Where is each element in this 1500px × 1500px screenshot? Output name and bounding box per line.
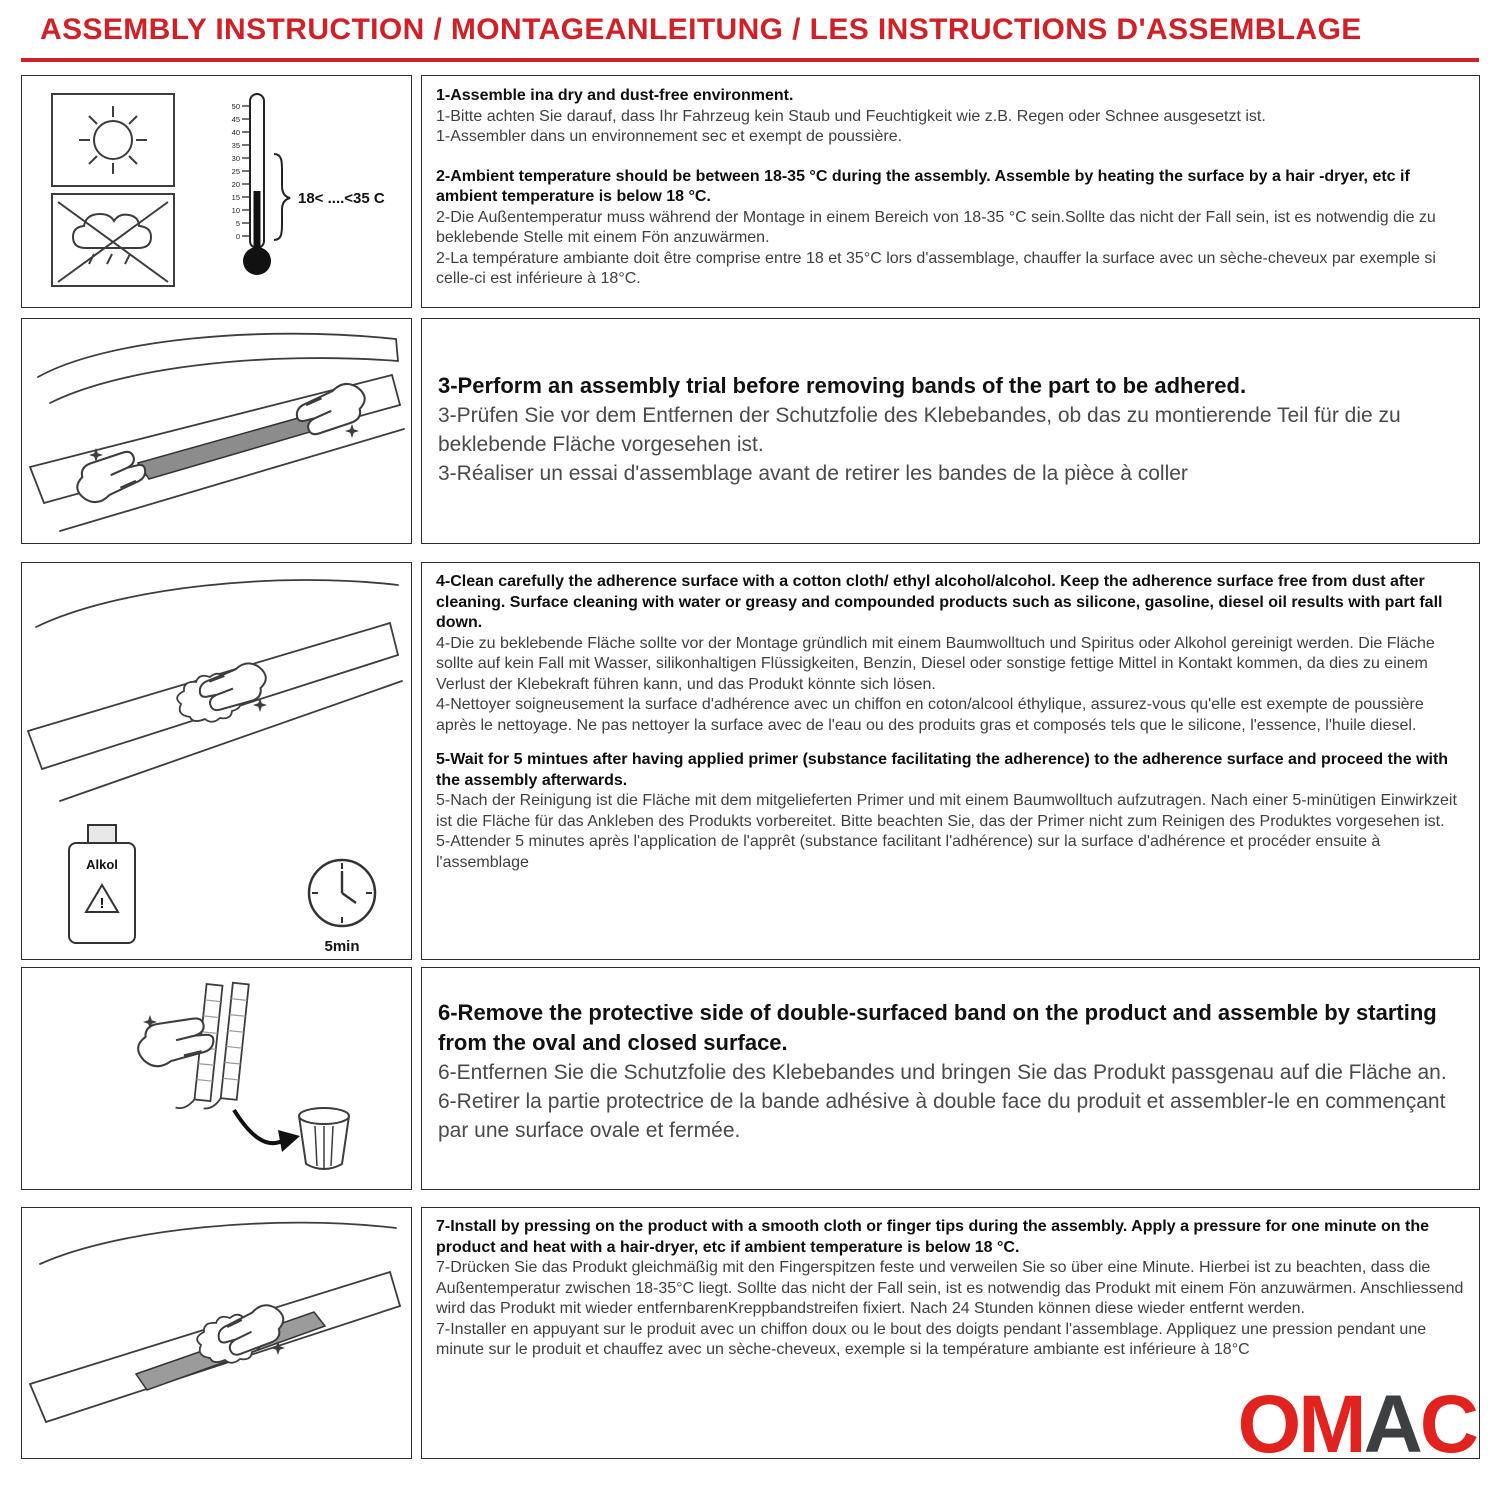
step2-text-en: 2-Ambient temperature should be between 18-35 °C during the assembly. Assemble by heating the surface by a hair -dryer, etc if ambient temperature is below 18 °C. [436,167,1410,205]
textbox-step-3 [421,318,1480,544]
step7-text-en: 7-Install by pressing on the product with a smooth cloth or finger tips during the assembly. Apply a pressure for one minute on the product and heat with a hair-dryer, etc if ambient temperature is below 18 °C. [436,1218,1429,1256]
svg-text:5: 5 [235,219,240,228]
textbox-step-6 [421,967,1480,1190]
textbox-step-4-5 [421,562,1480,960]
step6-text-de: 6-Entfernen Sie die Schutzfolie des Klebebandes und bringen Sie das Produkt passgenau auf die Fläche an. [438,1061,1447,1084]
step4-text-en: 4-Clean carefully the adherence surface with a cotton cloth/ ethyl alcohol/alcohol. Keep the adherence surface free from dust after cleaning. Surface cleaning with water or greasy and compounded products such as silicone, gasoline, diesel oil results with part fall down. [436,573,1443,631]
logo-c: C [1419,1379,1476,1470]
paragraph-gap [436,148,1465,167]
svg-text:30: 30 [231,154,240,163]
no-rain-icon [58,202,168,282]
svg-text:25: 25 [231,167,240,176]
svg-text:35: 35 [231,141,240,150]
textbox-step-1-2 [421,75,1480,308]
page-title: ASSEMBLY INSTRUCTION / MONTAGEANLEITUNG / LES INSTRUCTIONS D'ASSEMBLAGE [40,13,1362,46]
step-row-6 [0,967,1500,1190]
step-row-3 [0,318,1500,544]
step4-text-de: 4-Die zu beklebende Fläche sollte vor der Montage gründlich mit einem Baumwolltuch und Spiritus oder Alkohol gereinigt werden. Die Fläche sollte auf kein Fall mit Wasser, silikonhaltigen Flüssigkeiten, Benzin, Diesel oder sonstige fettige Mittel in Kontakt kommen, da dies zu einem Verlust der Klebekraft führen kann, und das Produkt könnte sich lösen. [436,634,1435,693]
sun-icon [79,106,147,174]
step2-text-de: 2-Die Außentemperatur muss während der Montage in einem Bereich von 18-35 °C sein.Sollte das nicht der Fall sein, ist es notwendig die zu beklebende Stelle mit einem Fön anzuwärmen. [436,208,1436,246]
alcohol-bottle-icon [69,825,135,943]
paragraph-gap [436,736,1465,750]
arrow-icon [234,1110,284,1143]
logo-om: OM [1237,1379,1364,1470]
step3-text-de: 3-Prüfen Sie vor dem Entfernen der Schutzfolie des Klebebandes, ob das zu montierende Teil für die zu beklebende Fläche vorgesehen ist. [438,404,1401,456]
step5-text-fr: 5-Attender 5 minutes après l'application de l'apprêt (substance facilitant l'adhérence) sur la surface d'adhérence et procéder ensuite à l'assemblage [436,833,1381,871]
thermometer-scale [232,102,240,241]
svg-text:50: 50 [231,102,240,111]
step5-text-en: 5-Wait for 5 mintues after having applied primer (substance facilitating the adherence) to the adherence surface and proceed the with the assembly afterwards. [436,751,1449,789]
step6-text-fr: 6-Retirer la partie protectrice de la bande adhésive à double face du produit et assembler-le en commençant par une surface ovale et fermée. [438,1090,1446,1142]
svg-text:10: 10 [231,206,240,215]
bottle-label: Alkol [86,857,118,872]
step5-text-de: 5-Nach der Reinigung ist die Fläche mit dem mitgelieferten Primer und mit einem Baumwolltuch aufzutragen. Nach einer 5-minütigen Einwirkzeit ist die Fläche für das Ankleben des Produkts vorbereitet. Bitte beachten Sie, das der Primer nicht zum Reinigen des Produktes vorgesehen ist. [436,792,1457,830]
title-underline [21,58,1479,62]
trash-bin-icon [299,1108,349,1169]
thermometer-icon [232,94,385,275]
step7-text-fr: 7-Installer en appuyant sur le produit avec un chiffon doux ou le bout des doigts pendant l'assemblage. Appliquez une pression pendant une minute sur le produit et chauffez avec un sèche-cheveux, exemple si la température ambiante est inférieure à 18°C [436,1320,1427,1358]
left-hand-icon [69,442,149,509]
step3-text-fr: 3-Réaliser un essai d'assemblage avant de retirer les bandes de la pièce à coller [438,462,1188,485]
trim-strip [138,413,327,479]
right-hand-icon [293,377,373,444]
svg-text:40: 40 [231,128,240,137]
svg-text:15: 15 [231,193,240,202]
figure-environment-temperature [21,75,412,308]
figure-assembly-trial [21,318,412,544]
assembly-trial-illustration [22,319,411,543]
sparkle-icon [345,424,359,438]
warning-mark: ! [99,895,105,912]
tape-removal-illustration [22,968,411,1189]
svg-text:20: 20 [231,180,240,189]
step1-text-en: 1-Assemble ina dry and dust-free environment. [436,87,794,104]
figure-pressing [21,1207,412,1459]
figure-band-removal [21,967,412,1190]
step-row-4-5 [0,562,1500,960]
range-brace [274,154,290,240]
svg-text:0: 0 [235,232,240,241]
step2-text-fr: 2-La température ambiante doit être comprise entre 18 et 35°C lors d'assemblage, chauffer la surface avec un sèche-cheveux par exemple si celle-ci est inférieure à 18°C. [436,249,1436,287]
step7-text-de: 7-Drücken Sie das Produkt gleichmäßig mit den Fingerspitzen feste und verweilen Sie so über eine Minute. Hierbei ist zu beachten, dass die Außentemperatur zwischen 18-35°C liegt. Sollte das nicht der Fall sein, ist es notwendig das Produkt mit einem Fön anzuwärmen. Anschliessend wird das Produkt mit wieder entfernbarenKreppbandstreifen fixiert. Nach 24 Stunden können diese wieder entfernt werden. [436,1259,1464,1317]
step1-text-fr: 1-Assembler dans un environnement sec et exempt de poussière. [436,128,903,145]
clock-icon [309,860,375,926]
step-row-1-2 [0,75,1500,308]
logo-a: A [1363,1379,1420,1470]
svg-text:45: 45 [231,115,240,124]
omac-logo [1237,1379,1476,1470]
figure-cleaning-primer [21,562,412,960]
pressing-illustration [22,1208,411,1458]
cleaning-illustration [22,563,411,959]
step4-text-fr: 4-Nettoyer soigneusement la surface d'adhérence avec un chiffon en coton/alcool éthylique, assurez-vous qu'elle est exempte de poussière après le nettoyage. Ne pas nettoyer la surface avec de l'eau ou des produits gras et composés tels que le silicone, l'essence, l'huile diesel. [436,696,1424,734]
step3-text-en: 3-Perform an assembly trial before removing bands of the part to be adhered. [438,373,1247,398]
step6-text-en: 6-Remove the protective side of double-surfaced band on the product and assemble by starting from the oval and closed surface. [438,1000,1437,1055]
environment-temperature-illustration [22,76,411,307]
wait-time-label: 5min [324,938,360,955]
temperature-range-label: 18< ....<35 C [298,190,385,207]
arrow-head [278,1130,300,1152]
step1-text-de: 1-Bitte achten Sie darauf, dass Ihr Fahrzeug kein Staub und Feuchtigkeit wie z.B. Regen oder Schnee ausgesetzt ist. [436,107,1266,125]
